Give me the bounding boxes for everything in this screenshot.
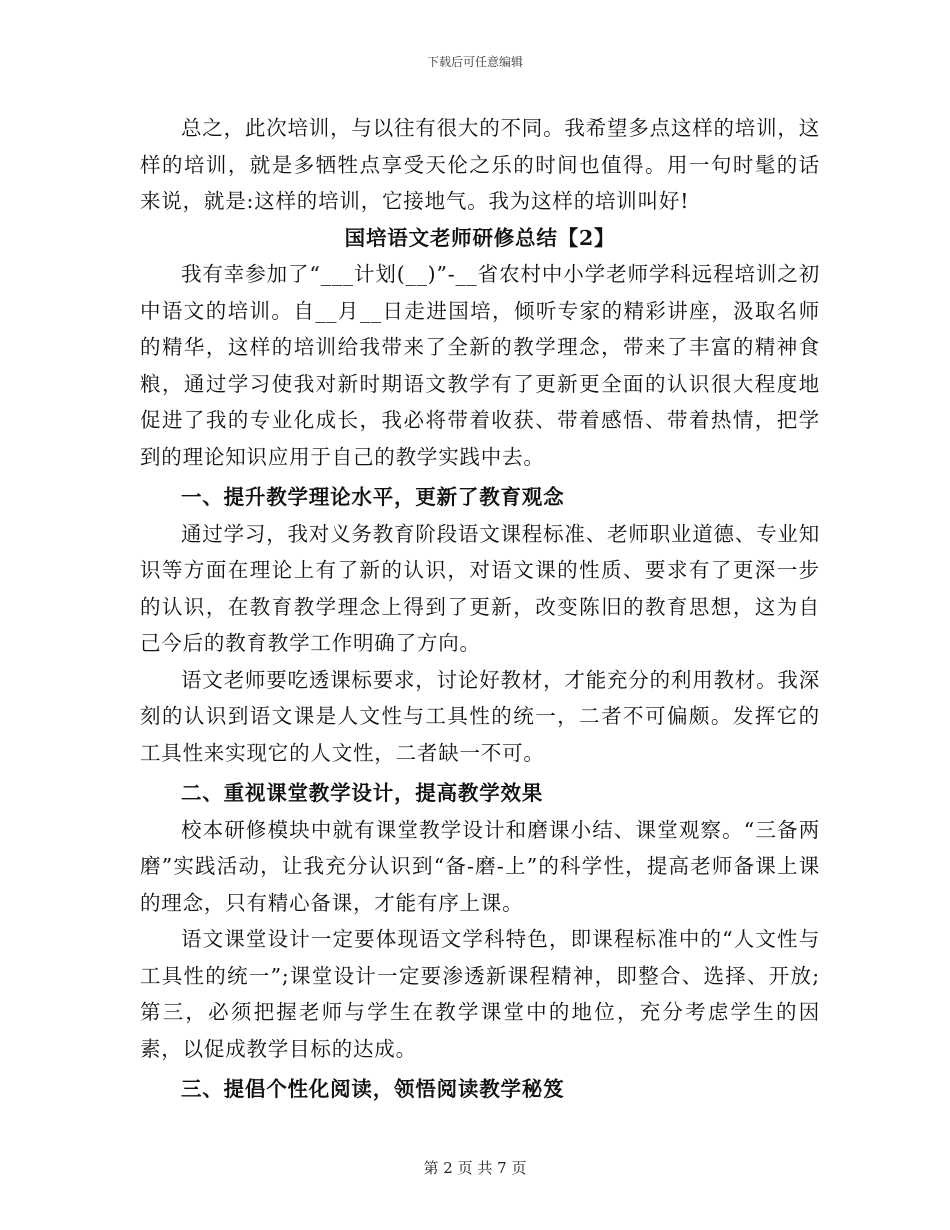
section-1-heading: 一、提升教学理论水平，更新了教育观念: [181, 485, 565, 509]
paragraph-1: 我有幸参加了“___计划(__)”-__省农村中小学老师学科远程培训之初中语文的培训。自__月__日走进国培，倾听专家的精彩讲座，汲取名师的精华，这样的培训给我带来了全新的教学理念，带来了丰富的精神食粮，通过学习使我对新时期语文教学有了更新更全面的认识很大程度地促进了我的专业化成长，我必将带着收获、带着感悟、带着热情，把学到的理论知识应用于自己的教学实践中去。: [140, 262, 820, 469]
document-title: 国培语文老师研修总结【2】: [344, 225, 616, 250]
section-1-paragraph-1: 通过学习，我对义务教育阶段语文课程标准、老师职业道德、专业知识等方面在理论上有了新的认识，对语文课的性质、要求有了更深一步的认识，在教育教学理念上得到了更新，改变陈旧的教育思想，这为自己今后的教育教学工作明确了方向。: [140, 521, 820, 655]
page-footer: 第 2 页 共 7 页: [423, 1159, 527, 1177]
section-1-paragraph-2: 语文老师要吃透课标要求，讨论好教材，才能充分的利用教材。我深刻的认识到语文课是人文性与工具性的统一，二者不可偏颇。发挥它的工具性来实现它的人文性，二者缺一不可。: [140, 667, 820, 765]
intro-paragraph: 总之，此次培训，与以往有很大的不同。我希望多点这样的培训，这样的培训，就是多牺牲点享受天伦之乐的时间也值得。用一句时髦的话来说，就是:这样的培训，它接地气。我为这样的培训叫好!: [140, 116, 820, 213]
section-3-heading: 三、提倡个性化阅读，领悟阅读教学秘笈: [181, 1077, 565, 1101]
section-2-heading: 二、重视课堂教学设计，提高教学效果: [181, 781, 544, 805]
section-2-paragraph-2: 语文课堂设计一定要体现语文学科特色，即课程标准中的“人文性与工具性的统一”;课堂设计一定要渗透新课程精神，即整合、选择、开放;第三，必须把握老师与学生在教学课堂中的地位，充分考虑学生的因素，以促成教学目标的达成。: [140, 927, 820, 1061]
section-2-paragraph-1: 校本研修模块中就有课堂教学设计和磨课小结、课堂观察。“三备两磨”实践活动，让我充分认识到“备-磨-上”的科学性，提高老师备课上课的理念，只有精心备课，才能有序上课。: [140, 817, 820, 915]
page-header: 下载后可任意编辑: [426, 55, 523, 69]
document-body: [140, 110, 820, 1108]
